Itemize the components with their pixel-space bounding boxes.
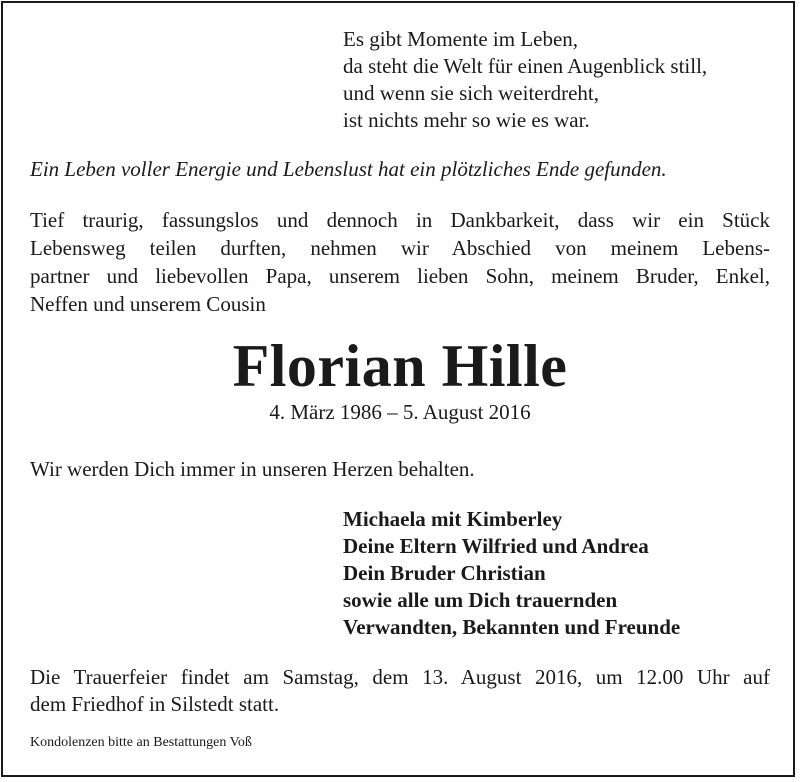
service-info	[30, 664, 770, 718]
service-line: dem Friedhof in Silstedt statt.	[30, 692, 280, 716]
signer-line: Deine Eltern Wilfried und Andrea	[343, 534, 649, 558]
signer-line: Dein Bruder Christian	[343, 561, 546, 585]
signers-list	[343, 506, 680, 641]
intro-line: partner und liebevollen Papa, unserem lieben Sohn, meinem Bruder, Enkel,	[30, 264, 770, 288]
poem	[343, 26, 707, 134]
memory-line: Wir werden Dich immer in unseren Herzen behalten.	[30, 457, 475, 481]
deceased-name: Florian Hille	[232, 333, 568, 399]
condolences-note: Kondolenzen bitte an Bestattungen Voß	[30, 735, 252, 750]
poem-line: ist nichts mehr so wie es war.	[343, 108, 590, 132]
intro-line: Lebensweg teilen durften, nehmen wir Abschied von meinem Lebens-	[30, 236, 770, 260]
poem-line: da steht die Welt für einen Augenblick still,	[343, 54, 708, 78]
service-line: Die Trauerfeier findet am Samstag, dem 13. August 2016, um 12.00 Uhr auf	[30, 665, 770, 689]
life-dates: 4. März 1986 – 5. August 2016	[269, 400, 531, 424]
poem-line: Es gibt Momente im Leben,	[343, 27, 579, 51]
intro-line: Tief traurig, fassungslos und dennoch in Dankbarkeit, dass wir ein Stück	[30, 208, 770, 232]
signer-line: Michaela mit Kimberley	[343, 507, 563, 531]
signer-line: sowie alle um Dich trauernden	[343, 588, 618, 612]
intro-line: Neffen und unserem Cousin	[30, 292, 266, 316]
intro-paragraph	[30, 206, 770, 318]
poem-line: und wenn sie sich weiterdreht,	[343, 81, 600, 105]
tagline: Ein Leben voller Energie und Lebenslust hat ein plötzliches Ende gefunden.	[30, 157, 667, 181]
signer-line: Verwandten, Bekannten und Freunde	[343, 615, 681, 639]
